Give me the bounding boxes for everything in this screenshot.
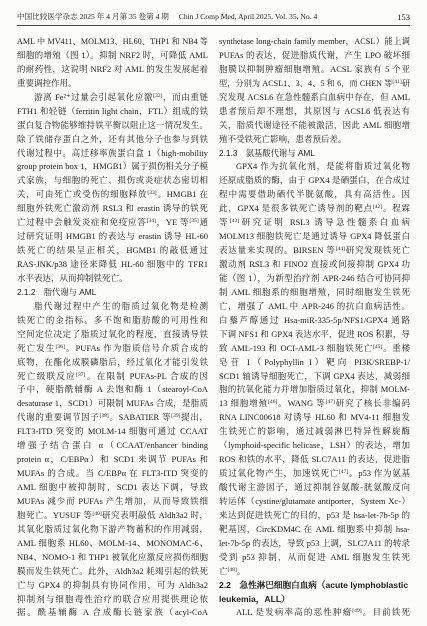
text-run: AML 细胞中被抑制时，SCD1 表达下调，导致 [17,482,208,492]
text-run: MOLM13 细胞铁死亡是通过诱导 GPX4 降低蛋白 [219,231,410,242]
text-run: 关，脂质代谢途径不能被激活，因此 AML 细胞增 [219,119,410,130]
text-run: 死亡发生 [17,342,56,353]
reference-citation: [44] [335,246,346,253]
text-line [219,35,410,49]
text-run: SCD1 轴诱导细胞死亡，下调 GPX4 表达，减弱细 [219,370,410,381]
text-run: 殖不受铁死亡影响，患者预后差。 [219,133,347,144]
text-run: ALL 是发病率高的恶性肿瘤 [236,607,353,618]
section-heading: 2.2 急性淋巴细胞白血病（acute lymphoblastic [219,579,409,590]
text-run: 的耐药性，这说明 NRF2 对 AML 的发生发展起着 [17,63,208,74]
text-run: 据。酰基辅酶 A 合成酶长链家族（acyl-CoA [17,607,208,618]
text-line [219,188,410,202]
text-run: 等 [219,217,230,228]
text-run: 。HMGB1 在 [156,189,208,200]
text-line [219,216,410,230]
text-run: 转运体（cystine/glutamate antiporter，System Xc-） [219,495,410,506]
text-line [17,244,208,258]
text-run: 铁死亡的结果呈正相关，HGMB1 的敲低通过 [17,245,208,256]
text-line [219,119,410,133]
text-run: 提出， [180,412,208,423]
text-line [219,49,410,63]
text-run: 亡过程中会触发炎症和免疫应答 [17,217,147,228]
text-line [219,411,410,425]
text-run: 代谢过程中。高迁移率族蛋白盒 1（high-mobility [17,147,208,158]
text-line [219,509,410,523]
text-line [17,439,208,453]
section-heading: 2.1.2 脂代谢与 AML [17,286,97,297]
reference-citation: [45] [372,343,383,350]
text-line [219,202,410,216]
reference-citation: [39] [171,413,181,420]
text-run: 重要调控作用。 [17,77,77,88]
text-line [17,49,208,63]
text-line [219,606,410,620]
text-line [17,216,208,230]
text-line [219,551,410,565]
text-run: 亡 [219,565,228,576]
text-line [17,105,208,119]
text-run: desaturase 1，SCD1）可限制 MUFAs 合成，是脂质 [17,398,208,409]
text-run: group protein box 1，HMGB1）属于损伤相关分子模 [17,161,208,172]
reference-citation: [34] [146,218,156,225]
text-run: 此，GPX4 是很多铁死亡诱导剂的靶点 [219,203,373,214]
text-run: （lymphoid-specific helicase，LSH）的表达，增加 [219,440,410,451]
text-line [17,202,208,216]
text-line [17,133,208,147]
text-line [17,467,208,481]
text-line [219,105,410,119]
text-run: 来达到促进铁死亡的目的，p53 是 hsa-let-7b-5p 的 [219,509,410,520]
text-run: GPX4 作为抗氧化剂，是能将脂质过氧化物 [236,161,410,172]
text-line [17,523,208,537]
text-line [219,77,410,91]
text-run: MUFAs 的合成。当 C/EBPα 在 FLT3-ITD 突变的 [17,468,208,479]
text-line [17,551,208,565]
text-run: 子中，硬脂酰辅酶 A 去饱和酶 1（stearoyl-CoA [17,384,208,395]
reference-citation: [41] [392,79,402,86]
text-run: 靶基因，CircKDM4C 在 AML 细胞系中抑制 hsa- [219,523,410,534]
text-line [219,314,410,328]
text-run: 。SABATIER 等 [108,412,172,423]
text-line [17,188,208,202]
text-run: 13 细胞增殖 [219,398,269,409]
text-run: 皂苷 I（Polyphyllin I）靶向 PI3K/SREBP-1/ [219,356,410,367]
text-run: 白藜芦醇通过 Hsa-miR-335-5p/NFS1/GPX4 通路 [219,314,410,325]
text-run: ，而由重链 [162,91,208,102]
text-line [17,370,208,384]
running-header [17,10,410,24]
text-run: FTH1 和轻链（ferritin light chain，FTL）组成的铁 [17,105,208,116]
reference-citation: [48] [227,566,237,573]
reference-citation: [47] [338,469,349,476]
page-number: 153 [397,12,410,22]
text-run: RNA LINC00618 对诱导 HL60 和 MV4-11 细胞发 [219,412,410,423]
text-line [219,174,410,188]
text-run: FLT3-ITD 突变的 MOLM-14 细胞可通过 CCAAT [17,426,208,437]
text-line [219,481,410,495]
text-run: PUFAs 的表达，促进脂质代谢，产生 LPO 破坏细 [219,49,410,60]
text-run: ，YE 等 [155,217,190,228]
text-line [17,91,208,105]
text-line [17,425,208,439]
text-line [219,356,410,370]
reference-citation: [36] [55,343,65,350]
text-run: 游离 Fe²⁺过量会引起氧化应激 [34,91,154,102]
text-run: 关，可由死亡或受伤的细胞释放 [17,189,148,200]
text-run: 增强子结合蛋白 α（CCAAT/enhancer binding [17,440,208,451]
text-line [17,147,208,161]
text-line [219,286,410,300]
reference-citation: [38] [99,413,109,420]
reference-citation: [32] [153,92,163,99]
text-line [219,565,410,579]
text-line [17,160,208,174]
text-line [219,244,410,258]
text-line [17,356,208,370]
text-line [17,606,208,620]
text-line [17,272,208,286]
text-run: 死亡级联反应 [17,370,77,381]
text-run: 还原成脂质的酶，由于 GPX4 是硒蛋白，在合成过 [219,175,410,186]
text-line [17,342,208,356]
text-line [219,258,410,272]
text-run: 过研究证明 HMGB1 的表达与 erastin 诱导 HL-60 [17,231,208,242]
text-run: 脂代谢过程中产生的脂质过氧化物是检测 [34,300,208,311]
text-line [219,300,410,314]
reference-citation: [46] [268,399,278,406]
text-line [17,495,208,509]
text-run: RAS-JNK/p38 途径来降低 HL-60 细胞中的 TFR1 [17,259,208,269]
text-run: 致 AML-193 和 OCI-AML-3 细胞铁死亡 [219,342,373,353]
text-line [17,119,208,133]
text-run: 。PUFAs 作为脂质信号介质合成的 [64,342,208,353]
header-rule [17,25,410,26]
reference-citation: [37] [76,371,86,378]
text-run: 生铁死亡的影响，通过减弱淋巴特异性解旋酶 [219,426,410,437]
text-run: 研 [401,78,410,88]
text-run: protein α，C/EBPα）和 SCD1 来调节 PUFAs 和 [17,454,208,465]
text-run: 细胞的增殖（图 1）。抑制 NRF2 时，可降低 AML [17,49,208,60]
text-run: 。重楼 [382,342,410,353]
text-run: 下调 NFS1 和 GPX4 表达水平，促进 ROS 积累，导 [219,328,410,339]
text-run: AML 中 MV411、MOLM13、HL60、THP1 和 NB4 等 [17,37,208,46]
text-line [17,593,208,607]
text-line [17,411,208,425]
text-run: 底物，在酯化成膜磷脂后，经过氧化才能引发铁 [17,356,208,367]
text-line [219,133,410,147]
text-line [17,35,208,49]
text-run: 究发现 ACSL6 在急性髓系白血病中存在，但 AML [219,91,410,102]
text-run: 除了铁储存蛋白之外，还有其他分子也参与到铁 [17,133,208,144]
text-run: 酸代谢主游因子，通过抑制谷氨酸-胱氨酸反向 [219,482,410,492]
text-line [219,439,410,453]
text-line [17,314,208,328]
text-run: 蛋白复合物能够维持铁平衡以阻止这一情况发生。 [17,119,208,130]
text-line [17,258,208,272]
text-line [219,383,410,397]
text-run: 。 [236,565,246,576]
text-line [17,579,208,593]
text-run: 表达量来实现的。BIRSEN 等 [219,245,336,256]
text-run: 。程霖 [382,203,410,214]
text-line [219,467,410,481]
text-line [17,300,208,314]
text-run: 胞死亡。YUSUF 等 [17,509,93,520]
text-run: synthetase long-chain family member，ACSL）能上调 [219,37,410,46]
reference-citation: [43] [229,218,240,225]
text-run: 亡，增强了 AML 中 APR-246 的抗白血病活性。 [219,300,410,311]
text-run: 细胞外铁死亡激动剂 RSL3 和 erastin 诱导的铁死 [17,203,208,214]
text-line [219,425,410,439]
text-line [219,91,410,105]
text-line [17,481,208,495]
text-run: 型，分别为 ACSL1、3、4、5 和 6，而 CHEN 等 [219,78,393,88]
text-run: 能（图 1），为新型治疗剂 APR-246 结合可协同抑 [219,272,410,283]
text-line [17,230,208,244]
text-line [219,160,410,174]
text-line [219,453,410,467]
text-line [219,537,410,551]
text-run: 患者预后却不理想，其原因与 ACSL6 低表达有 [219,105,410,116]
text-run: 研究证明 RSL3 诱导急性髓系白血病 [239,217,410,228]
text-run: 代谢的重要调节因子 [17,412,100,423]
text-run: 胞膜以抑制肿瘤细胞增殖。ACSL 家族有 5 个亚 [219,63,410,74]
left-column [17,35,208,620]
text-line [219,272,410,286]
section-heading: 2.1.3 氨基酸代谢与 AML [219,147,315,158]
text-run: 空间定位决定了脂质过氧化的程度，直接诱导铁 [17,328,208,339]
text-run: AML 细胞系 HL60、MOLM-14、MONOMAC-6、 [17,537,208,548]
text-run: 质过氧化物产生，加速铁死亡 [219,468,339,479]
text-line [17,383,208,397]
text-line [17,397,208,411]
journal-title-cn: 中国比较医学杂志 2025 年 4 月第 35 卷第 4 期 [17,12,169,21]
text-run: 其氧化脂质过氧化物下游产物蓄积的作用减弱， [17,523,208,534]
text-run: 。在限制 PUFAs-PL 合成的因 [85,370,208,381]
text-run: 胞的抗氧化能力并增加脂质过氧化，抑制 MOLM- [219,384,410,395]
text-run: 研究表明敲低 Aldh3a2 时， [101,509,209,520]
reference-citation: [40] [92,511,102,518]
right-column [219,35,410,620]
text-run: 。目前铁死 [361,607,410,618]
reference-citation: [49] [352,608,362,615]
text-run: 抑制剂与细胞毒性治疗的联合应用提供理论依 [17,593,208,604]
text-line [219,328,410,342]
text-line [219,523,410,537]
text-run: NB4、NOMO-1 和 THP1 被氧化应激反应损伤细胞 [17,551,208,562]
text-run: 研究了核长非编码 [334,398,410,409]
reference-citation: [33] [147,190,157,197]
text-run: 铁死亡的金指标。多不饱和脂肪酸的可用性和 [17,314,208,325]
text-run: 。WANG 等 [277,398,326,409]
text-run: 亡与 GPX4 的抑制具有协同作用，可为 Aldh3a2 [17,579,208,590]
text-run: 制 AML 细胞系的细胞增殖，同时细胞发生铁死 [219,286,410,297]
text-line [17,328,208,342]
text-line [219,342,410,356]
text-run: 通 [198,217,208,228]
reference-citation: [42] [372,204,383,211]
journal-title-en: Chin J Comp Med, April 2025, Vol. 35, No. 4 [178,12,318,21]
reference-citation: [47] [325,399,335,406]
text-run: 水平表达，从而抑制铁死亡。 [17,272,128,283]
section-heading: leukemia，ALL） [219,593,290,604]
text-line [17,453,208,467]
text-line [17,77,208,91]
text-run: 程中需要借助硒代半胱氨酸，具有高活性。因 [219,189,410,200]
text-run: 膜而发生铁死亡。此外，Aldh3a2 耗竭引起的铁死 [17,565,208,576]
text-run: 激动剂 RSL3 和 FINO2 直接或间接抑制 GPX4 功 [219,259,410,269]
text-run: MUFAs 减少而 PUFAs 产生增加，从而导致铁细 [17,495,208,506]
text-run: 受到 p53 抑制，从而促进 AML 细胞发生铁死 [219,551,410,562]
text-line [219,230,410,244]
text-line [17,174,208,188]
text-line [17,509,208,523]
text-line [219,63,410,77]
text-line [17,63,208,77]
text-run: 式家族，与细胞的死亡、损伤或炎症状态密切相 [17,175,208,186]
reference-citation: [35] [189,218,199,225]
text-line [219,397,410,411]
text-line [17,537,208,551]
text-run: let-7b-5p 的表达，导致 p53 上调，SLC7A11 的转录 [219,537,410,548]
text-line [17,565,208,579]
text-line [219,370,410,384]
text-run: 研究发现铁死亡 [345,245,410,256]
text-line [219,495,410,509]
text-run: ROS 和铁的水平，降低 SLC7A11 的表达，促进脂 [219,454,410,465]
text-run: 。p53 作为氨基 [348,468,410,479]
